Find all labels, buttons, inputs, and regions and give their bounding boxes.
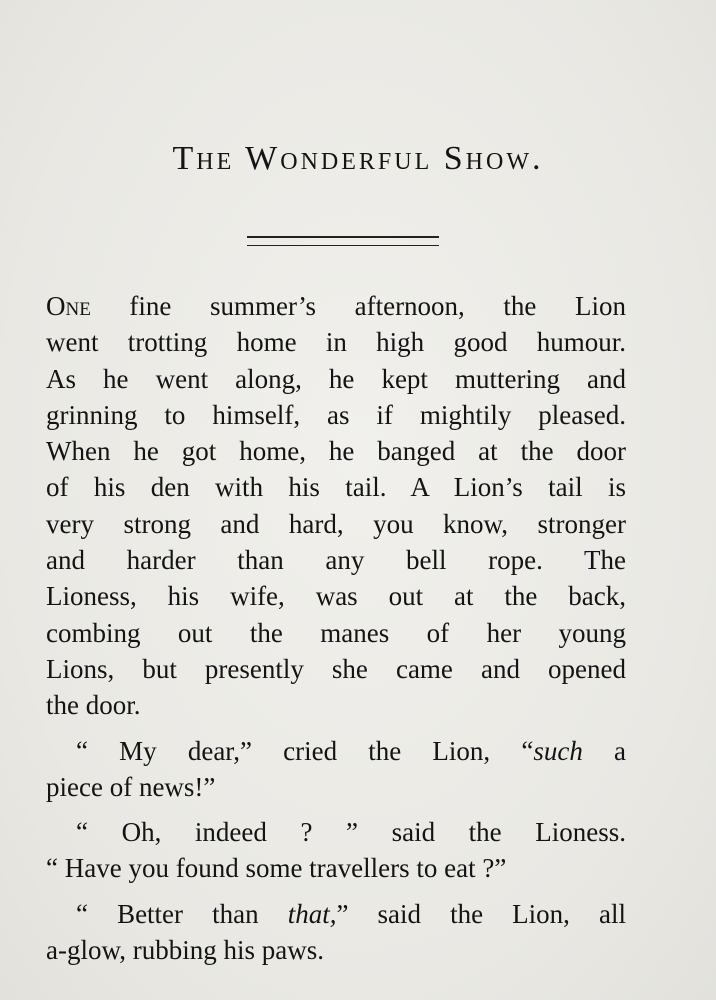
title-rule (247, 236, 439, 246)
text-line: “ Oh, indeed ? ” said the Lioness. (76, 817, 626, 848)
text-line: When he got home, he banged at the door (46, 436, 626, 467)
page-title: The Wonderful Show. (172, 140, 544, 177)
text-line: As he went along, he kept muttering and (46, 363, 626, 394)
text-line: piece of news!” (46, 771, 216, 802)
text-line: combing out the manes of her young (46, 617, 626, 648)
lead-word: One (46, 291, 91, 321)
paragraph-2 (46, 733, 626, 806)
text-line: “ My dear,” cried the Lion, “such a (76, 735, 627, 766)
emphasis: such (533, 735, 583, 766)
paragraph-1 (46, 288, 626, 724)
text-line: “ Have you found some travellers to eat ?” (46, 853, 507, 884)
story-text (46, 288, 626, 968)
text-line: One fine summer’s afternoon, the Lion (46, 291, 626, 321)
text-line: very strong and hard, you know, stronger (46, 508, 626, 539)
text-line: grinning to himself, as if mightily pleased. (46, 399, 626, 430)
paragraph-3 (46, 814, 626, 887)
text-line: a-glow, rubbing his paws. (46, 935, 324, 966)
text-line: Lions, but presently she came and opened (46, 653, 626, 684)
text-line: the door. (46, 690, 141, 721)
text-line: “ Better than that,” said the Lion, all (76, 898, 626, 929)
text-line: went trotting home in high good humour. (46, 327, 626, 358)
emphasis: that, (287, 898, 337, 929)
paragraph-4 (46, 896, 626, 969)
text-line: Lioness, his wife, was out at the back, (46, 581, 626, 612)
text-line: of his den with his tail. A Lion’s tail is (46, 472, 626, 503)
text-line: and harder than any bell rope. The (46, 545, 626, 576)
